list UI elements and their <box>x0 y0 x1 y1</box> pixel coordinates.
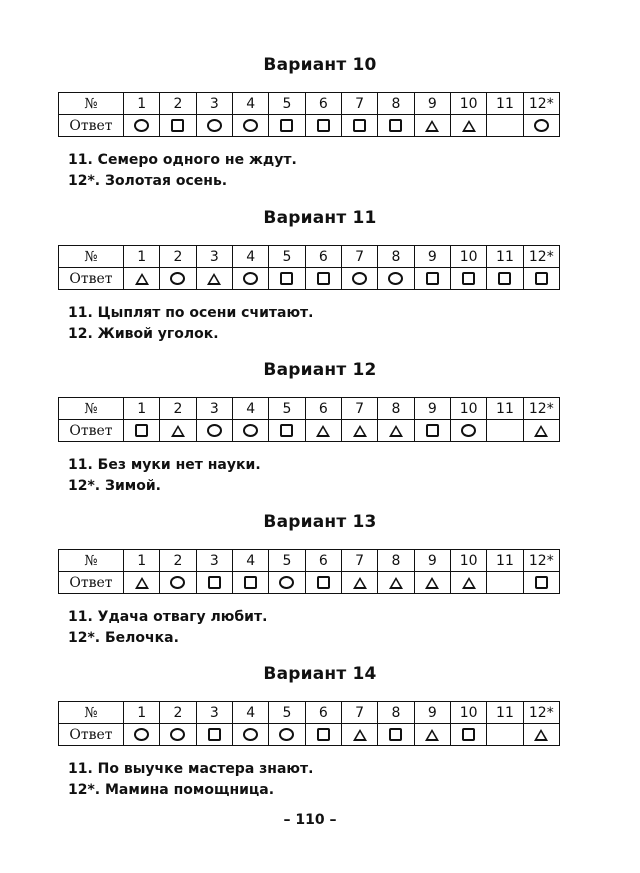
variant-title: Вариант 13 <box>263 512 377 532</box>
square-icon <box>353 119 366 132</box>
question-number: 2 <box>160 93 196 115</box>
question-number: 6 <box>305 246 341 268</box>
triangle-icon <box>462 120 476 132</box>
answer-cell <box>124 572 160 594</box>
question-number: 10 <box>450 702 486 724</box>
answer-cell <box>232 115 268 137</box>
square-icon <box>135 424 148 437</box>
answer-note: 11. Без муки нет науки. <box>68 457 261 473</box>
answer-cell <box>414 420 450 442</box>
square-icon <box>280 119 293 132</box>
question-number: 5 <box>269 702 305 724</box>
question-number: 2 <box>160 702 196 724</box>
question-number: 4 <box>232 550 268 572</box>
question-number: 9 <box>414 702 450 724</box>
circle-icon <box>170 728 185 741</box>
answer-cell <box>305 420 341 442</box>
answer-note: 12*. Зимой. <box>68 478 161 494</box>
question-number: 1 <box>124 246 160 268</box>
circle-icon <box>170 576 185 589</box>
question-number: 11 <box>487 246 523 268</box>
question-number: 4 <box>232 93 268 115</box>
answer-cell <box>450 420 486 442</box>
question-number: 7 <box>341 93 377 115</box>
question-number: 8 <box>378 398 414 420</box>
answer-cell <box>414 115 450 137</box>
answer-cell <box>232 268 268 290</box>
circle-icon <box>279 728 294 741</box>
number-header: № <box>59 246 124 268</box>
triangle-icon <box>534 729 548 741</box>
answer-cell <box>269 420 305 442</box>
answer-cell <box>487 268 523 290</box>
circle-icon <box>243 119 258 132</box>
circle-icon <box>243 424 258 437</box>
question-number-row <box>59 398 560 420</box>
question-number: 11 <box>487 550 523 572</box>
answer-cell <box>305 268 341 290</box>
answer-cell <box>450 268 486 290</box>
triangle-icon <box>425 120 439 132</box>
answer-cell <box>196 115 232 137</box>
question-number: 11 <box>487 93 523 115</box>
question-number: 12* <box>523 93 559 115</box>
question-number: 7 <box>341 702 377 724</box>
answer-cell <box>232 572 268 594</box>
answer-cell <box>450 115 486 137</box>
answer-note: 12. Живой уголок. <box>68 326 219 342</box>
triangle-icon <box>171 425 185 437</box>
answer-cell <box>450 724 486 746</box>
answer-cell <box>523 268 559 290</box>
question-number: 5 <box>269 93 305 115</box>
triangle-icon <box>135 273 149 285</box>
answer-cell <box>487 115 523 137</box>
circle-icon <box>243 272 258 285</box>
square-icon <box>317 576 330 589</box>
question-number: 4 <box>232 246 268 268</box>
answer-cell <box>160 724 196 746</box>
answer-cell <box>305 115 341 137</box>
answer-cell <box>124 724 160 746</box>
answer-note: 12*. Белочка. <box>68 630 179 646</box>
answer-cell <box>269 268 305 290</box>
question-number: 3 <box>196 398 232 420</box>
answer-note: 12*. Мамина помощница. <box>68 782 275 798</box>
answer-cell <box>523 572 559 594</box>
question-number: 6 <box>305 702 341 724</box>
square-icon <box>317 728 330 741</box>
question-number: 9 <box>414 93 450 115</box>
number-header: № <box>59 702 124 724</box>
question-number: 10 <box>450 246 486 268</box>
answer-cell <box>523 724 559 746</box>
number-header: № <box>59 550 124 572</box>
square-icon <box>389 119 402 132</box>
question-number: 3 <box>196 246 232 268</box>
answer-cell <box>269 724 305 746</box>
square-icon <box>498 272 511 285</box>
triangle-icon <box>353 577 367 589</box>
square-icon <box>317 272 330 285</box>
answer-cell <box>160 268 196 290</box>
question-number: 1 <box>124 93 160 115</box>
answer-cell <box>269 572 305 594</box>
answer-cell <box>378 572 414 594</box>
square-icon <box>208 576 221 589</box>
square-icon <box>462 272 475 285</box>
circle-icon <box>352 272 367 285</box>
question-number: 2 <box>160 246 196 268</box>
question-number: 3 <box>196 550 232 572</box>
triangle-icon <box>316 425 330 437</box>
answer-header: Ответ <box>59 420 124 442</box>
question-number: 1 <box>124 702 160 724</box>
answer-cell <box>341 268 377 290</box>
square-icon <box>208 728 221 741</box>
variant-title: Вариант 10 <box>263 55 377 75</box>
question-number-row <box>59 93 560 115</box>
answer-cell <box>378 268 414 290</box>
answer-cell <box>523 115 559 137</box>
answer-note: 12*. Золотая осень. <box>68 173 228 189</box>
triangle-icon <box>534 425 548 437</box>
circle-icon <box>134 728 149 741</box>
circle-icon <box>388 272 403 285</box>
question-number: 8 <box>378 246 414 268</box>
triangle-icon <box>135 577 149 589</box>
answer-cell <box>414 268 450 290</box>
question-number: 3 <box>196 93 232 115</box>
question-number: 11 <box>487 702 523 724</box>
variant-title: Вариант 12 <box>263 360 377 380</box>
variant-title: Вариант 11 <box>263 208 377 228</box>
square-icon <box>535 576 548 589</box>
answer-row <box>59 420 560 442</box>
triangle-icon <box>462 577 476 589</box>
question-number: 3 <box>196 702 232 724</box>
answer-cell <box>160 420 196 442</box>
triangle-icon <box>389 577 403 589</box>
circle-icon <box>134 119 149 132</box>
answer-cell <box>341 724 377 746</box>
question-number: 6 <box>305 550 341 572</box>
answer-note: 11. Семеро одного не ждут. <box>68 152 297 168</box>
circle-icon <box>207 424 222 437</box>
answer-cell <box>196 572 232 594</box>
answer-header: Ответ <box>59 572 124 594</box>
circle-icon <box>170 272 185 285</box>
square-icon <box>280 424 293 437</box>
answer-cell <box>378 115 414 137</box>
answer-table <box>58 397 560 442</box>
answer-table <box>58 245 560 290</box>
question-number: 8 <box>378 93 414 115</box>
answer-cell <box>341 115 377 137</box>
circle-icon <box>534 119 549 132</box>
answer-table <box>58 549 560 594</box>
answer-cell <box>487 724 523 746</box>
triangle-icon <box>389 425 403 437</box>
question-number: 7 <box>341 398 377 420</box>
number-header: № <box>59 398 124 420</box>
answer-cell <box>305 572 341 594</box>
question-number: 6 <box>305 398 341 420</box>
answer-cell <box>523 420 559 442</box>
answer-cell <box>196 268 232 290</box>
triangle-icon <box>207 273 221 285</box>
circle-icon <box>243 728 258 741</box>
answer-cell <box>487 420 523 442</box>
answer-cell <box>124 420 160 442</box>
question-number: 1 <box>124 550 160 572</box>
answer-row <box>59 572 560 594</box>
question-number-row <box>59 550 560 572</box>
question-number: 9 <box>414 550 450 572</box>
square-icon <box>317 119 330 132</box>
answer-cell <box>378 724 414 746</box>
question-number: 4 <box>232 398 268 420</box>
triangle-icon <box>425 577 439 589</box>
page-number: – 110 – <box>283 812 337 828</box>
answer-row <box>59 268 560 290</box>
question-number: 5 <box>269 398 305 420</box>
square-icon <box>389 728 402 741</box>
question-number: 1 <box>124 398 160 420</box>
question-number: 10 <box>450 550 486 572</box>
number-header: № <box>59 93 124 115</box>
question-number: 10 <box>450 93 486 115</box>
circle-icon <box>279 576 294 589</box>
answer-row <box>59 724 560 746</box>
question-number: 9 <box>414 398 450 420</box>
answer-row <box>59 115 560 137</box>
answer-table <box>58 701 560 746</box>
answer-cell <box>160 115 196 137</box>
circle-icon <box>207 119 222 132</box>
answer-cell <box>196 724 232 746</box>
answer-cell <box>341 572 377 594</box>
question-number: 8 <box>378 550 414 572</box>
question-number: 10 <box>450 398 486 420</box>
answer-cell <box>196 420 232 442</box>
square-icon <box>244 576 257 589</box>
answer-cell <box>487 572 523 594</box>
answer-cell <box>232 724 268 746</box>
answer-cell <box>378 420 414 442</box>
answer-note: 11. Цыплят по осени считают. <box>68 305 314 321</box>
square-icon <box>426 272 439 285</box>
question-number-row <box>59 702 560 724</box>
question-number: 5 <box>269 550 305 572</box>
question-number: 12* <box>523 398 559 420</box>
answer-cell <box>450 572 486 594</box>
answer-table <box>58 92 560 137</box>
triangle-icon <box>353 729 367 741</box>
answer-cell <box>232 420 268 442</box>
question-number: 7 <box>341 246 377 268</box>
answer-cell <box>160 572 196 594</box>
question-number: 8 <box>378 702 414 724</box>
square-icon <box>462 728 475 741</box>
variant-title: Вариант 14 <box>263 664 377 684</box>
answer-cell <box>124 115 160 137</box>
circle-icon <box>461 424 476 437</box>
answer-cell <box>124 268 160 290</box>
question-number: 2 <box>160 398 196 420</box>
answer-cell <box>414 724 450 746</box>
question-number: 9 <box>414 246 450 268</box>
answer-header: Ответ <box>59 268 124 290</box>
question-number: 6 <box>305 93 341 115</box>
answer-cell <box>341 420 377 442</box>
answer-header: Ответ <box>59 724 124 746</box>
question-number: 12* <box>523 246 559 268</box>
answer-header: Ответ <box>59 115 124 137</box>
question-number: 5 <box>269 246 305 268</box>
question-number: 12* <box>523 702 559 724</box>
question-number: 7 <box>341 550 377 572</box>
question-number: 11 <box>487 398 523 420</box>
square-icon <box>426 424 439 437</box>
triangle-icon <box>425 729 439 741</box>
answer-note: 11. По выучке мастера знают. <box>68 761 314 777</box>
answer-note: 11. Удача отвагу любит. <box>68 609 268 625</box>
question-number-row <box>59 246 560 268</box>
square-icon <box>280 272 293 285</box>
answer-cell <box>414 572 450 594</box>
question-number: 4 <box>232 702 268 724</box>
question-number: 12* <box>523 550 559 572</box>
answer-cell <box>305 724 341 746</box>
square-icon <box>535 272 548 285</box>
answer-cell <box>269 115 305 137</box>
square-icon <box>171 119 184 132</box>
triangle-icon <box>353 425 367 437</box>
question-number: 2 <box>160 550 196 572</box>
